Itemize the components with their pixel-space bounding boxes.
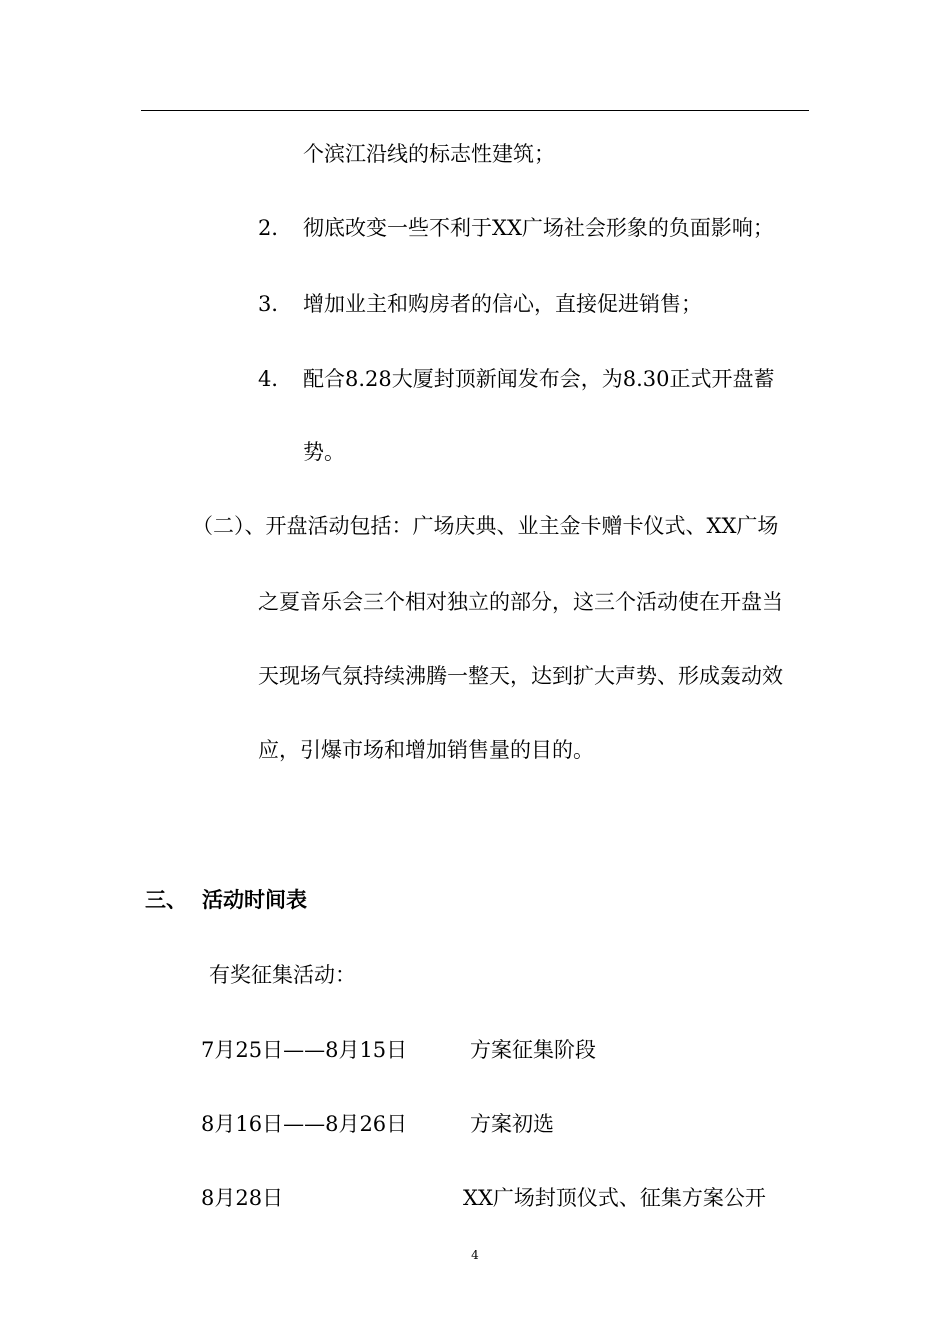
paragraph-line-1: （二）、开盘活动包括：广场庆典、业主金卡赠卡仪式、XX广场 — [192, 514, 779, 538]
list-item-4-number: 4． — [258, 367, 293, 391]
section-title: 活动时间表 — [202, 888, 307, 912]
schedule-row-1-event: 方案征集阶段 — [470, 1038, 596, 1062]
list-item-1-continuation: 个滨江沿线的标志性建筑； — [303, 142, 555, 166]
list-item-4-text-continued: 势。 — [303, 440, 345, 464]
list-item-3-number: 3． — [258, 292, 293, 316]
schedule-row-2-event: 方案初选 — [470, 1112, 554, 1136]
section-number: 三、 — [145, 888, 187, 912]
schedule-row-1-date: 7月25日——8月15日 — [201, 1038, 408, 1062]
schedule-row-3-date: 8月28日 — [201, 1186, 284, 1210]
list-item-3-text: 增加业主和购房者的信心，直接促进销售； — [303, 292, 702, 316]
header-rule — [141, 110, 809, 111]
paragraph-line-4: 应，引爆市场和增加销售量的目的。 — [258, 738, 594, 762]
schedule-subtitle: 有奖征集活动： — [209, 963, 356, 987]
page-number: 4 — [471, 1248, 479, 1262]
paragraph-line-3: 天现场气氛持续沸腾一整天，达到扩大声势、形成轰动效 — [258, 664, 783, 688]
list-item-4-text: 配合8.28大厦封顶新闻发布会，为8.30正式开盘蓄 — [303, 367, 775, 391]
list-item-2-number: 2． — [258, 216, 293, 240]
paragraph-line-2: 之夏音乐会三个相对独立的部分，这三个活动使在开盘当 — [258, 590, 783, 614]
list-item-2-text: 彻底改变一些不利于XX广场社会形象的负面影响； — [303, 216, 774, 240]
schedule-row-2-date: 8月16日——8月26日 — [201, 1112, 408, 1136]
schedule-row-3-event: XX广场封顶仪式、征集方案公开 — [463, 1186, 766, 1210]
